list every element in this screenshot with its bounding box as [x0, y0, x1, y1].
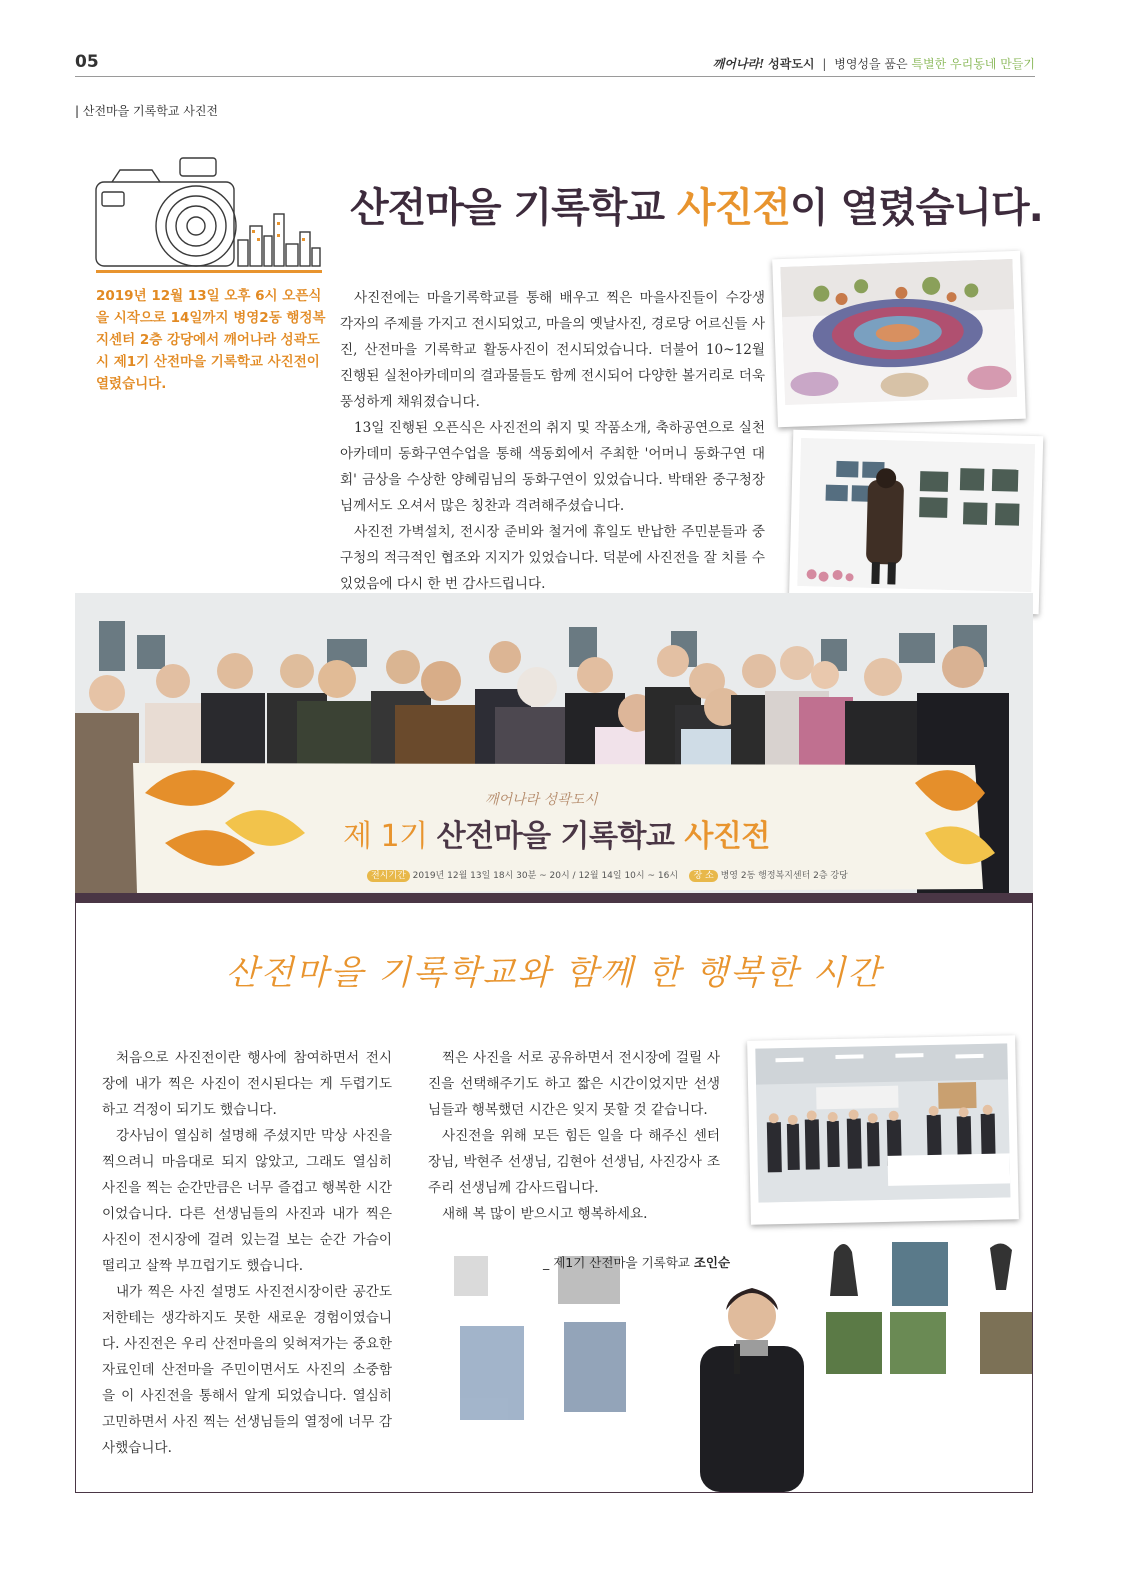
logo-main-text: 성곽도시: [768, 57, 815, 71]
article-2-paragraph: 새해 복 많이 받으시고 행복하세요.: [442, 1206, 648, 1222]
section-subtitle: 산전마을 기록학교와 함께 한 행복한 시간: [225, 953, 883, 993]
tagline-highlight: 특별한 우리동네 만들기: [911, 57, 1035, 71]
banner-title-prefix: 제 1기: [343, 819, 437, 854]
exhibition-photo-image: [755, 1043, 1010, 1202]
section-label: | 산전마을 기록학교 사진전: [75, 104, 218, 118]
signature-name: 조인순: [693, 1255, 731, 1270]
article-2-paragraph: 처음으로 사진전이란 행사에 참여하면서 전시장에 내가 찍은 사진이 전시된다는 게 두렵기도 하고 걱정이 되기도 했습니다.: [102, 1050, 392, 1118]
headline-highlight: 사진전: [676, 185, 790, 231]
photo-exhibition-room: [747, 1035, 1019, 1225]
signature-prefix: _ 제1기 산전마을 기록학교: [543, 1255, 694, 1270]
banner-title-main: 산전마을 기록학교: [436, 819, 685, 854]
banner-place-tag: 장 소: [689, 870, 717, 882]
banner-info: [367, 868, 848, 881]
logo-script-text: 깨어나라!: [712, 57, 765, 71]
article-2-paragraph: 강사님이 열심히 설명해 주셨지만 막상 사진을 찍으려니 마음대로 되지 않았고, 그래도 열심히 사진을 찍는 순간만큼은 너무 즐겁고 행복한 시간이었습니다. 다른 선생님들의 사진과 내가 찍은 사진이 전시장에 걸려 있는걸 보는 순간 가슴이 떨리고 살짝 부끄럽기도 했습니다.: [102, 1128, 392, 1274]
photo-craft-exhibit: [772, 251, 1026, 428]
group-photo: [75, 593, 1033, 893]
article-2-paragraph: 내가 찍은 사진 설명도 사진전시장이란 공간도 저한테는 생각하지도 못한 새로운 경험이였습니다. 사진전은 우리 산전마을의 잊혀져가는 중요한 자료인데 산전마을 주민이면서도 사진의 소중함을 이 사진전을 통해서 알게 되었습니다. 열심히 고민하면서 사진 찍는 선생님들의 열정에 너무 감사했습니다.: [102, 1284, 392, 1456]
article-1: [340, 285, 765, 597]
header-tagline: 깨어나라! 성곽도시 | 병영성을 품은 특별한 우리동네 만들기: [712, 57, 1035, 71]
camera-illustration-icon: [92, 152, 324, 276]
banner-date-text: 2019년 12월 13일 18시 30분 ~ 20시 / 12월 14일 10시 ~ 16시: [412, 871, 679, 881]
header-rule: [75, 76, 1035, 77]
gallery-photo-image: [797, 438, 1035, 592]
tagline-prefix: 병영성을 품은: [834, 57, 908, 71]
orange-divider: [96, 270, 322, 273]
article-1-paragraph: 사진전에는 마을기록학교를 통해 배우고 찍은 마을사진들이 수강생 각자의 주제를 가지고 전시되었고, 마을의 옛날사진, 경로당 어르신들 사진, 산전마을 기록학교 활동사진이 전시되었습니다. 더불어 10~12월 진행된 실천아카데미의 결과물들도 함께 전시되어 다양한 볼거리로 더욱 풍성하게 채워졌습니다.: [340, 290, 765, 410]
banner-date-tag: 전시기간: [367, 870, 410, 882]
speaker-photo-image: [440, 1236, 1032, 1492]
speaker-photo: [440, 1236, 1032, 1492]
page-headline: [350, 176, 1043, 233]
headline-part1: 산전마을 기록학교: [350, 185, 677, 231]
banner-title: [343, 811, 770, 855]
headline-part2: 이 열렸습니다.: [789, 185, 1043, 231]
article-1-paragraph: 사진전 가벽설치, 전시장 준비와 철거에 휴일도 반납한 주민분들과 중구청의 적극적인 협조와 지지가 있었습니다. 덕분에 사진전을 잘 치를 수 있었음에 다시 한 번 감사드립니다.: [340, 524, 765, 592]
banner-place-text: 병영 2동 행정복지센터 2층 강당: [720, 871, 848, 881]
craft-photo-image: [780, 259, 1017, 405]
article-2-signature: [543, 1253, 730, 1271]
article-1-paragraph: 13일 진행된 오픈식은 사진전의 취지 및 작품소개, 축하공연으로 실천아카데미 동화구연수업을 통해 색동회에서 주최한 '어머니 동화구연 대회' 금상을 수상한 양혜림님의 동화구연이 있었습니다. 박태완 중구청장님께서도 오셔서 많은 칭찬과 격려해주셨습니다.: [340, 420, 765, 514]
article-2-paragraph: 사진전을 위해 모든 힘든 일을 다 해주신 센터장님, 박현주 선생님, 김현아 선생님, 사진강사 조주리 선생님께 감사드립니다.: [428, 1128, 720, 1196]
banner-script: 깨어나라 성곽도시: [485, 792, 598, 808]
photo-gallery-visitor: [789, 430, 1044, 614]
banner-title-highlight: 사진전: [684, 819, 770, 854]
article-2-left-column: [102, 1045, 392, 1461]
article-2-paragraph: 찍은 사진을 서로 공유하면서 전시장에 걸릴 사진을 선택해주기도 하고 짧은 시간이었지만 선생님들과 행복했던 시간은 잊지 못할 것 같습니다.: [428, 1050, 720, 1118]
page-number: 05: [75, 52, 99, 72]
article-2-right-column: [428, 1045, 720, 1227]
intro-summary: 2019년 12월 13일 오후 6시 오픈식을 시작으로 14일까지 병영2동 행정복지센터 2층 강당에서 깨어나라 성곽도시 제1기 산전마을 기록학교 사진전이 열렸습니다.: [96, 288, 326, 392]
